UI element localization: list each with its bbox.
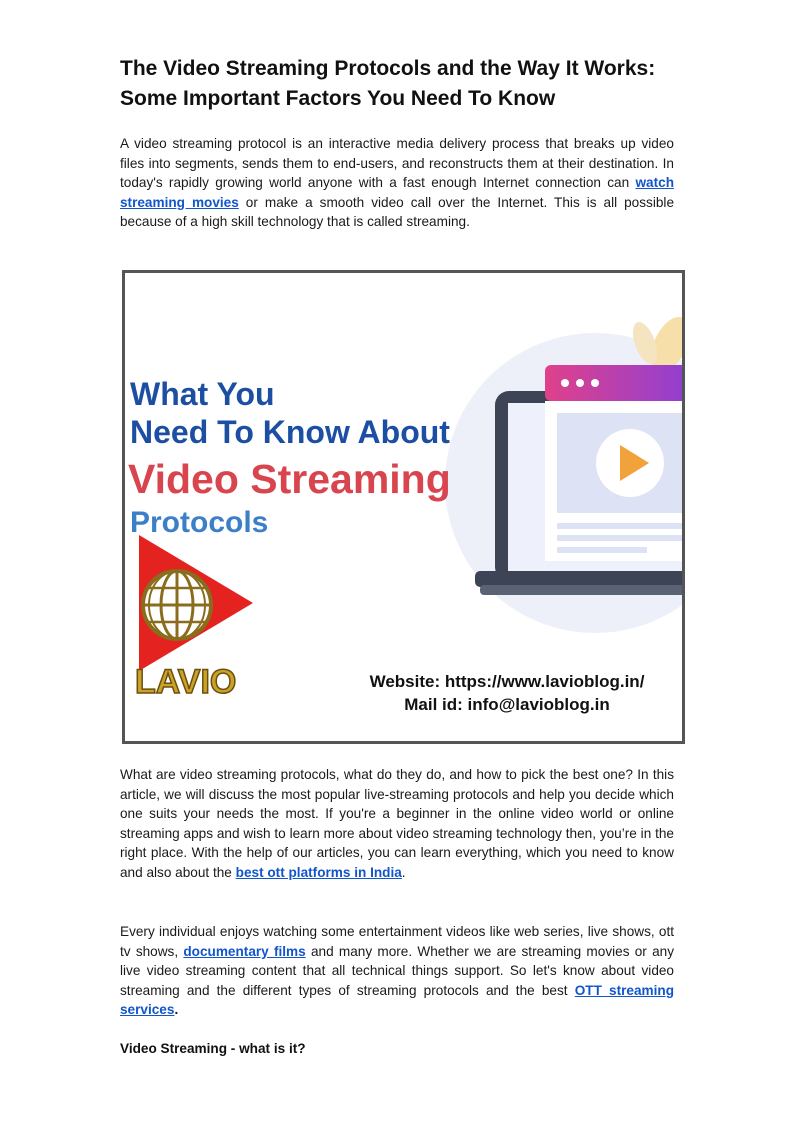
paragraph-2-text: What are video streaming protocols, what do they do, and how to pick the best one? In this article, we will discuss the most popular live-streaming protocols and help you decide which one suits your needs the most. If you're a beginner in the online video world or online streaming apps and wish to learn more about video streaming technology then, you’re in the right place. With the help of our articles, you can learn everything, which you need to know and also about the [120, 767, 674, 880]
paragraph-3-text-middle: and many more. Whether we are streaming movies or any live video streaming content that all technical things support. So let's know about video streaming and the different types of streaming protocols and the best [120, 943, 674, 998]
intro-text-start: A video streaming protocol is an interactive media delivery process that breaks up video files into segments, sends them to end-users, and reconstructs them at their destination. In today's rapidly growing world anyone with a fast enough Internet connection can [120, 136, 674, 191]
intro-text-end: or make a smooth video call over the Internet. This is all possible because of a high skill technology that is called streaming. [120, 194, 675, 230]
paragraph-2-end: . [401, 864, 406, 880]
watch-streaming-movies-link[interactable]: watch streaming movies [120, 175, 674, 210]
intro-paragraph [120, 134, 674, 232]
banner-mail: Mail id: info@lavioblog.in [404, 695, 610, 714]
paragraph-3-end: . [174, 1002, 179, 1018]
article-title [120, 54, 676, 114]
section-heading: Video Streaming - what is it? [120, 1041, 306, 1056]
banner-website: Website: https://www.lavioblog.in/ [369, 672, 645, 691]
documentary-films-link[interactable]: documentary films [183, 943, 306, 959]
title-line-1: The Video Streaming Protocols and the Way It Works: [120, 57, 656, 80]
banner-headline-line-4: Protocols [130, 506, 269, 539]
paragraph-2 [120, 765, 674, 883]
banner-headline-line-1: What You [130, 376, 275, 412]
logo-text: LAVIO [135, 663, 237, 701]
title-line-2: Some Important Factors You Need To Know [120, 87, 556, 110]
paragraph-3 [120, 922, 674, 1020]
article-banner-image [122, 270, 685, 744]
banner-headline-line-2: Need To Know About [130, 414, 450, 450]
ott-streaming-services-link[interactable]: OTT streaming services [120, 982, 674, 1018]
best-ott-platforms-link[interactable]: best ott platforms in India [235, 864, 402, 880]
paragraph-3-text-start: Every individual enjoys watching some entertainment videos like web series, live shows, ott tv shows, [120, 924, 674, 959]
lavio-logo [135, 535, 253, 701]
banner-headline-line-3: Video Streaming [128, 456, 451, 502]
laptop-illustration [475, 365, 682, 595]
